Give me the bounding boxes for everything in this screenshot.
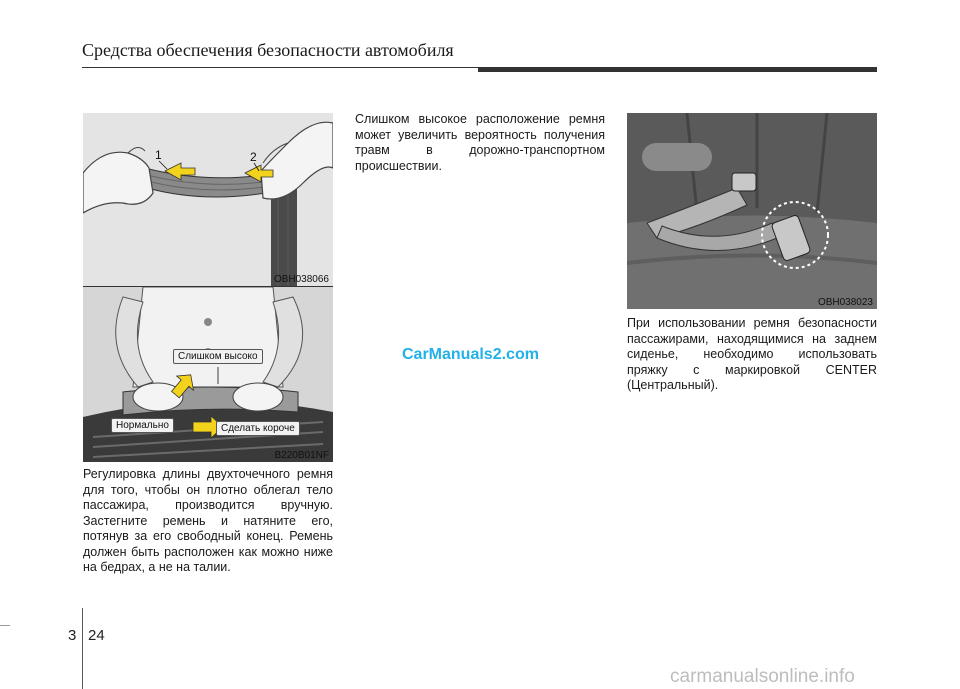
section-title: Средства обеспечения безопасности автомобиля [82, 40, 454, 60]
figure-code: OBH038066 [273, 274, 329, 285]
section-number: 3 [68, 627, 77, 644]
footer-watermark: carmanualsonline.info [670, 666, 855, 687]
paragraph-center-buckle: При использовании ремня безопасности пассажирами, находящимися на заднем сиденье, необходимо использовать пряжку с маркировкой CENTER (Центральный). [627, 316, 877, 392]
label-make-shorter: Сделать короче [216, 421, 300, 436]
figure-code: OBH038023 [817, 297, 873, 308]
paragraph-belt-adjust: Регулировка длины двухточечного ремня для того, чтобы он плотно облегал тело пассажира, производится вручную. Застегните ремень и натяните его, потянув за его свободный конец. Ремень должен быть расположен как можно ниже на бедрах, а не на талии. [83, 467, 333, 574]
label-too-high: Слишком высоко [173, 349, 263, 364]
header-rule-thick [478, 67, 877, 72]
figure-callout-1: 1 [155, 148, 162, 162]
figure-rear-center-belt [627, 113, 877, 309]
figure-code: B220B01NF [274, 450, 329, 461]
rear-belt-illustration [627, 113, 877, 309]
figure-callout-2: 2 [250, 150, 257, 164]
footer-divider [82, 608, 83, 689]
belt-adjust-illustration [83, 113, 333, 286]
page-number: 24 [88, 627, 105, 644]
label-normal: Нормально [111, 418, 174, 433]
figure-belt-adjust [83, 113, 333, 286]
corner-mark [0, 625, 10, 626]
watermark: CarManuals2.com [402, 346, 539, 363]
paragraph-high-position: Слишком высокое расположение ремня может увеличить вероятность получения травм в дорожно-транспортном происшествии. [355, 112, 605, 173]
figure-lap-belt [83, 287, 333, 462]
